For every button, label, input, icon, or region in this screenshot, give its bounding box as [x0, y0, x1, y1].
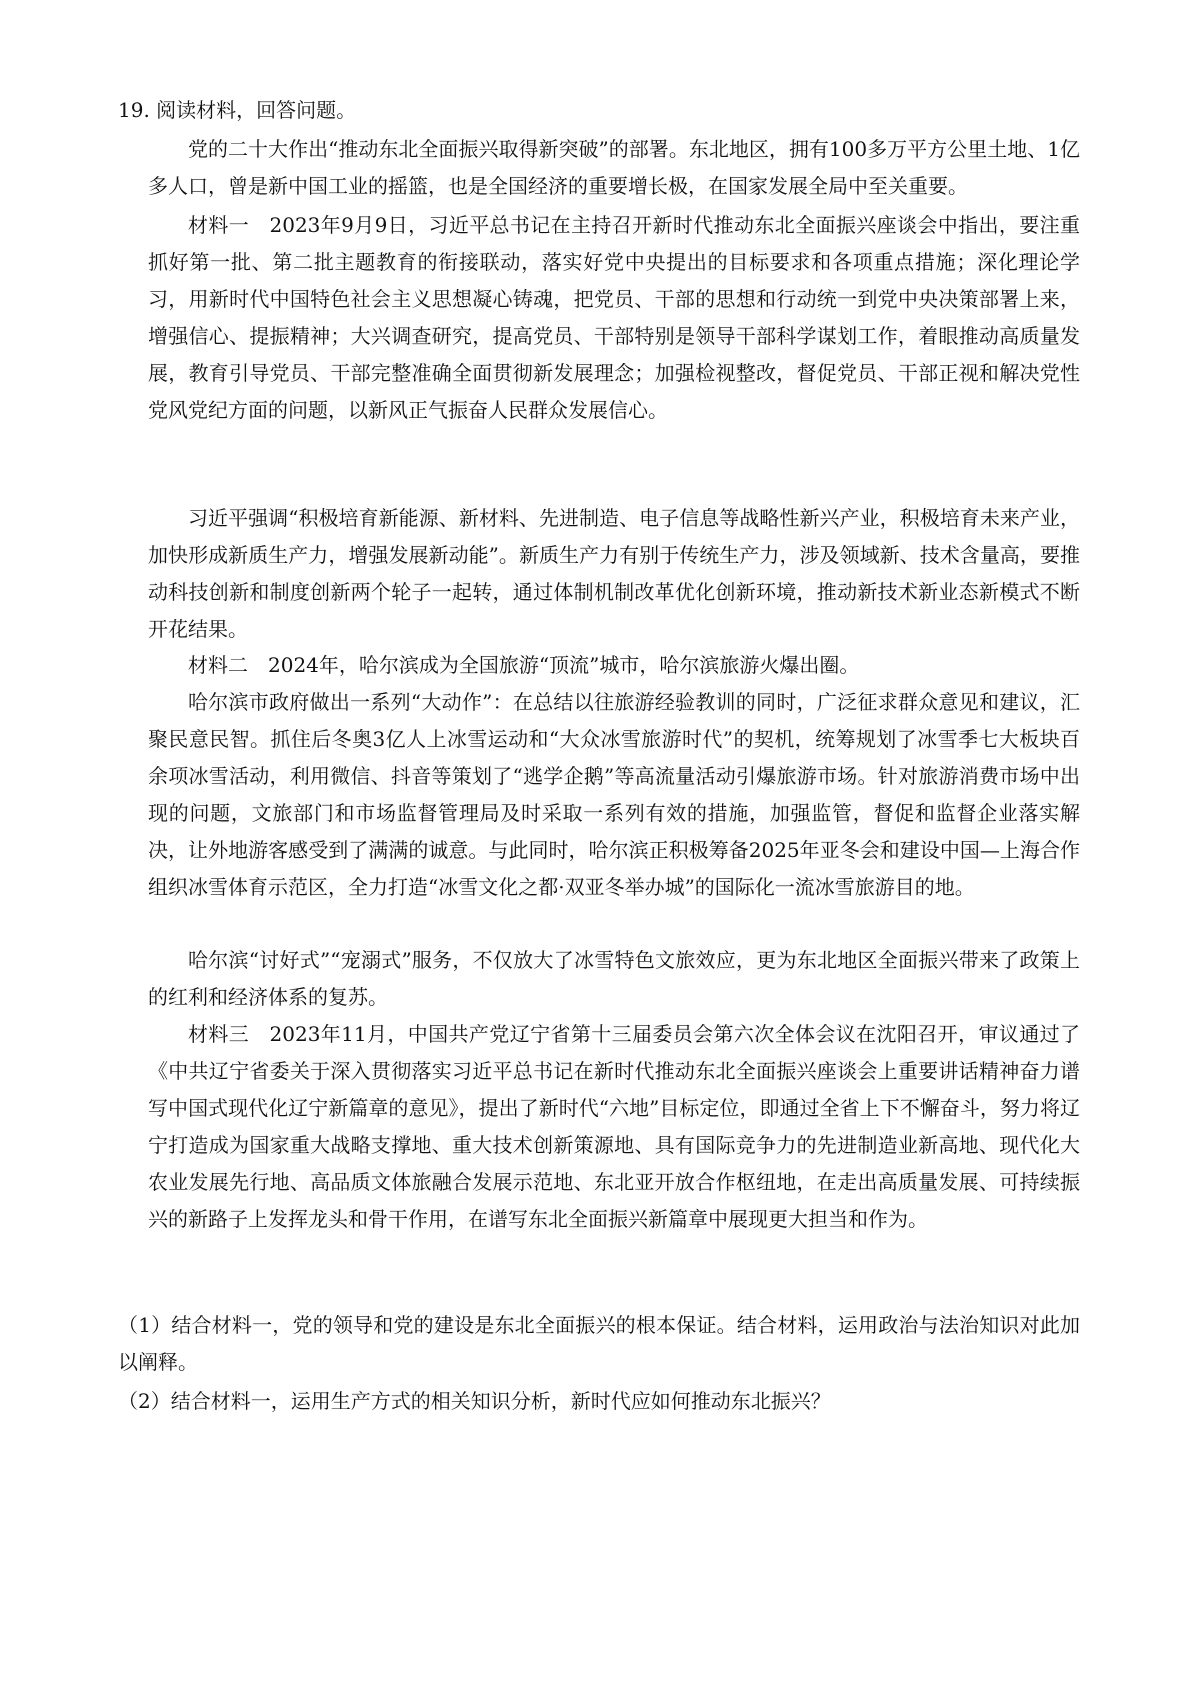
- question-2: （2）结合材料一，运用生产方式的相关知识分析，新时代应如何推动东北振兴？: [118, 1389, 831, 1413]
- material1-paragraph1: 材料一 2023年9月9日，习近平总书记在主持召开新时代推动东北全面振兴座谈会中指出，要注重抓好第一批、第二批主题教育的衔接联动，落实好党中央提出的目标要求和各项重点措施；深化理论学习，用新时代中国特色社会主义思想凝心铸魂，把党员、干部的思想和行动统一到党中央决策部署上来，增强信心、提振精神；大兴调查研究，提高党员、干部特别是领导干部科学谋划工作，着眼推动高质量发展，教育引导党员、干部完整准确全面贯彻新发展理念；加强检视整改，督促党员、干部正视和解决党性党风党纪方面的问题，以新风正气振奋人民群众发展信心。: [148, 213, 1080, 422]
- material3-paragraph1: 材料三 2023年11月，中国共产党辽宁省第十三届委员会第六次全体会议在沈阳召开，审议通过了《中共辽宁省委关于深入贯彻落实习近平总书记在新时代推动东北全面振兴座谈会上重要讲话精神奋力谱写中国式现代化辽宁新篇章的意见》，提出了新时代“六地”目标定位，即通过全省上下不懈奋斗，努力将辽宁打造成为国家重大战略支撑地、重大技术创新策源地、具有国际竞争力的先进制造业新高地、现代化大农业发展先行地、高品质文体旅融合发展示范地、东北亚开放合作枢纽地，在走出高质量发展、可持续振兴的新路子上发挥龙头和骨干作用，在谱写东北全面振兴新篇章中展现更大担当和作为。: [148, 1022, 1080, 1231]
- intro-paragraph: 党的二十大作出“推动东北全面振兴取得新突破”的部署。东北地区，拥有100多万平方公里土地、1亿多人口，曾是新中国工业的摇篮，也是全国经济的重要增长极，在国家发展全局中至关重要。: [148, 137, 1080, 198]
- question-number: 19. 阅读材料，回答问题。: [118, 98, 357, 122]
- material1-paragraph2: 习近平强调“积极培育新能源、新材料、先进制造、电子信息等战略性新兴产业，积极培育未来产业，加快形成新质生产力，增强发展新动能”。新质生产力有别于传统生产力，涉及领域新、技术含量高，要推动科技创新和制度创新两个轮子一起转，通过体制机制改革优化创新环境，推动新技术新业态新模式不断开花结果。: [148, 506, 1080, 641]
- material2-paragraph1: 材料二 2024年，哈尔滨成为全国旅游“顶流”城市，哈尔滨旅游火爆出圈。: [188, 653, 860, 677]
- question-1: （1）结合材料一，党的领导和党的建设是东北全面振兴的根本保证。结合材料，运用政治与法治知识对此加以阐释。: [118, 1313, 1080, 1374]
- material2-paragraph2: 哈尔滨市政府做出一系列“大动作”：在总结以往旅游经验教训的同时，广泛征求群众意见和建议，汇聚民意民智。抓住后冬奥3亿人上冰雪运动和“大众冰雪旅游时代”的契机，统筹规划了冰雪季七大板块百余项冰雪活动，利用微信、抖音等策划了“逃学企鹅”等高流量活动引爆旅游市场。针对旅游消费市场中出现的问题，文旅部门和市场监督管理局及时采取一系列有效的措施，加强监管，督促和监督企业落实解决，让外地游客感受到了满满的诚意。与此同时，哈尔滨正积极筹备2025年亚冬会和建设中国—上海合作组织冰雪体育示范区，全力打造“冰雪文化之都·双亚冬举办城”的国际化一流冰雪旅游目的地。: [148, 690, 1080, 899]
- material2-paragraph3: 哈尔滨“讨好式”“宠溺式”服务，不仅放大了冰雪特色文旅效应，更为东北地区全面振兴带来了政策上的红利和经济体系的复苏。: [148, 948, 1080, 1009]
